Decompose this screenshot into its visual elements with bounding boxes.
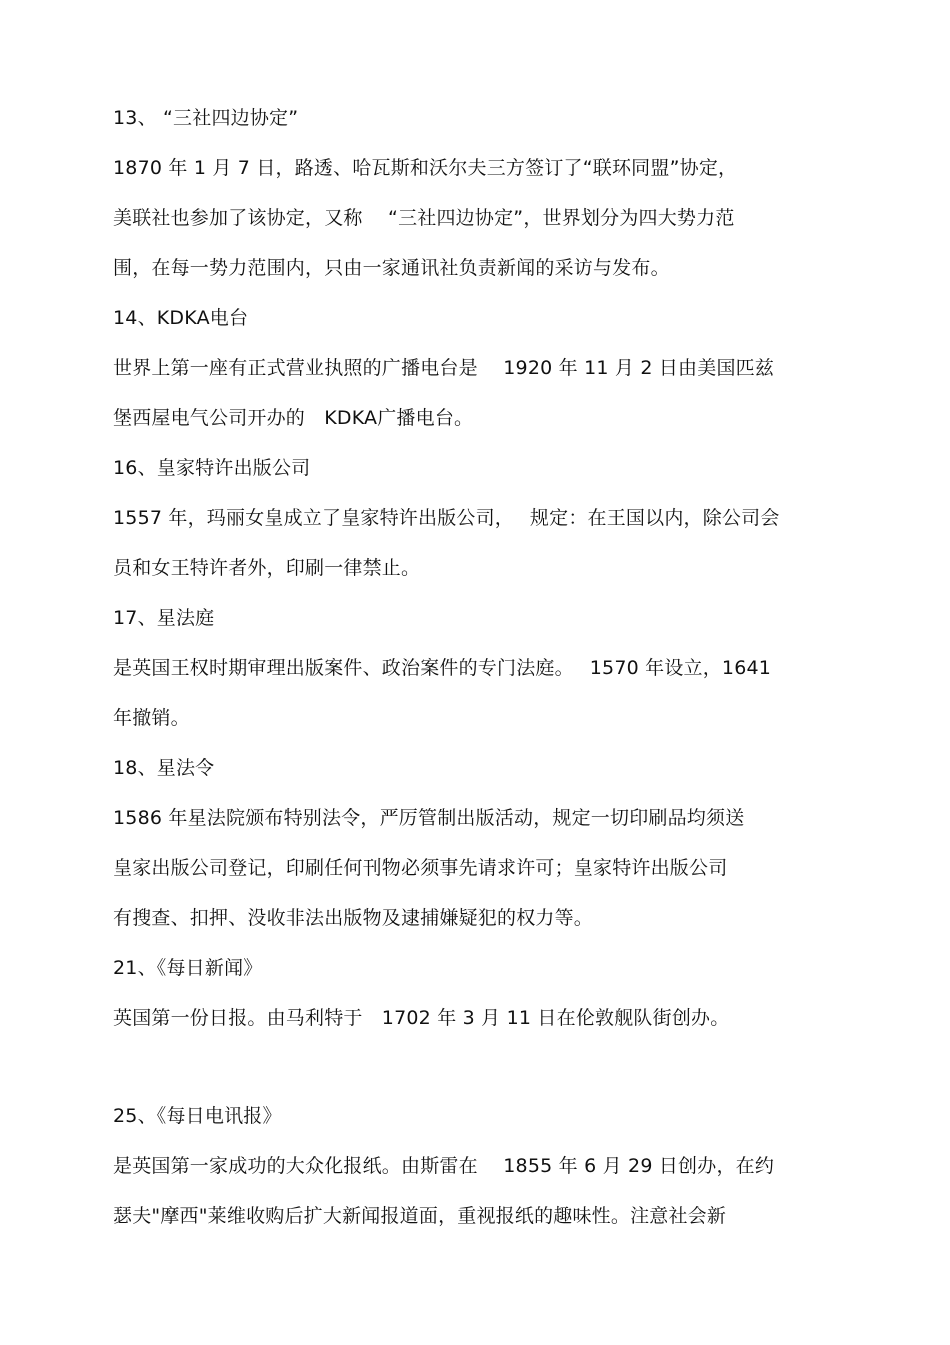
paragraph-line: 瑟夫"摩西"莱维收购后扩大新闻报道面，重视报纸的趣味性。注意社会新 [113, 1205, 727, 1227]
heading-13: 13、 “三社四边协定” [113, 107, 299, 129]
paragraph-line: 员和女王特许者外，印刷一律禁止。 [113, 557, 421, 579]
paragraph-line: 美联社也参加了该协定，又称 “三社四边协定”，世界划分为四大势力范 [113, 207, 735, 229]
paragraph-line: 1870 年 1 月 7 日，路透、哈瓦斯和沃尔夫三方签订了“联环同盟”协定， [113, 157, 738, 179]
paragraph-line: 皇家出版公司登记，印刷任何刊物必须事先请求许可；皇家特许出版公司 [113, 857, 728, 879]
paragraph-line: 有搜查、扣押、没收非法出版物及逮捕嫌疑犯的权力等。 [113, 907, 594, 929]
heading-17: 17、星法庭 [113, 607, 215, 629]
paragraph-line: 英国第一份日报。由马利特于 1702 年 3 月 11 日在伦敦舰队街创办。 [113, 1007, 730, 1029]
paragraph-line: 围，在每一势力范围内，只由一家通讯社负责新闻的采访与发布。 [113, 257, 670, 279]
paragraph-line: 年撤销。 [113, 707, 190, 729]
heading-21: 21、《每日新闻》 [113, 957, 263, 979]
heading-25: 25、《每日电讯报》 [113, 1105, 282, 1127]
paragraph-line: 是英国王权时期审理出版案件、政治案件的专门法庭。 1570 年设立，1641 [113, 657, 772, 679]
paragraph-line: 世界上第一座有正式营业执照的广播电台是 1920 年 11 月 2 日由美国匹兹 [113, 357, 775, 379]
paragraph-line: 是英国第一家成功的大众化报纸。由斯雷在 1855 年 6 月 29 日创办，在约 [113, 1155, 775, 1177]
heading-18: 18、星法令 [113, 757, 215, 779]
paragraph-line: 堡西屋电气公司开办的 KDKA广播电台。 [113, 407, 474, 429]
paragraph-line: 1557 年，玛丽女皇成立了皇家特许出版公司， 规定：在王国以内，除公司会 [113, 507, 780, 529]
paragraph-line: 1586 年星法院颁布特别法令，严厉管制出版活动，规定一切印刷品均须送 [113, 807, 745, 829]
heading-14: 14、KDKA电台 [113, 307, 249, 329]
heading-16: 16、皇家特许出版公司 [113, 457, 311, 479]
